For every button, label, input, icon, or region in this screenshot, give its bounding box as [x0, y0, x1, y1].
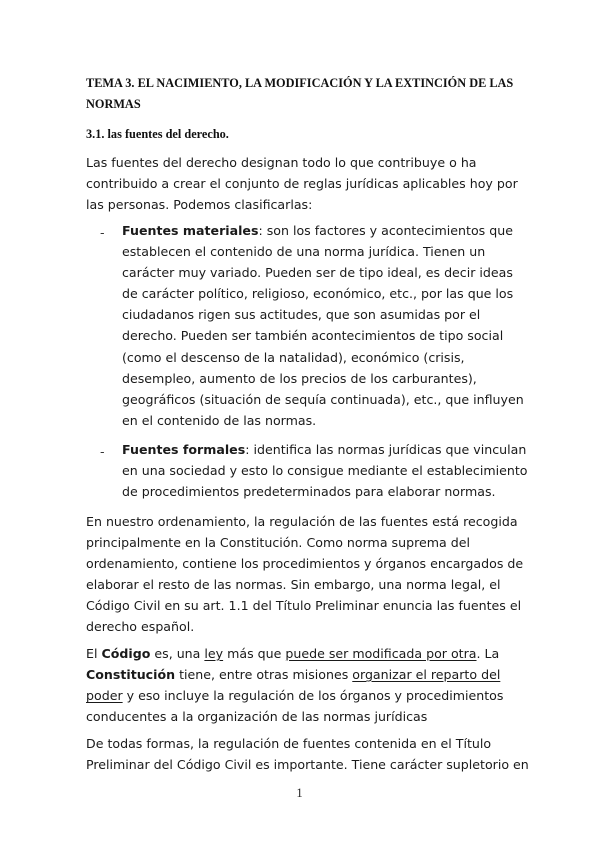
text-line: derecho. Pueden ser también acontecimientos de tipo social — [122, 328, 504, 344]
bold-term: Código — [101, 646, 151, 661]
text-fragment: : son los factores y acontecimientos que — [258, 223, 513, 238]
text-line: desempleo, aumento de los precios de los carburantes), — [122, 370, 477, 386]
text-line: elaborar el resto de las normas. Sin embargo, una norma legal, el — [86, 577, 501, 593]
text-line: carácter muy variado. Pueden ser de tipo ideal, es decir ideas — [122, 265, 513, 281]
text-line: de carácter político, religioso, económico, etc., por las que los — [122, 286, 514, 302]
text-line: conducentes a la organización de las normas jurídicas — [86, 709, 428, 725]
text-line: contribuido a crear el conjunto de reglas jurídicas aplicables hoy por — [86, 176, 518, 192]
underlined-text: poder — [86, 688, 123, 704]
section-heading: 3.1. las fuentes del derecho. — [86, 127, 229, 141]
bullet-dash: - — [100, 225, 105, 240]
text-fragment: es, una — [150, 646, 205, 661]
text-line: principalmente en la Constitución. Como norma suprema del — [86, 535, 470, 551]
text-line: de procedimientos predeterminados para elaborar normas. — [122, 484, 496, 500]
codigo-paragraph — [86, 643, 520, 727]
text-line: ciudadanos rigen sus actitudes, que son asumidas por el — [122, 307, 481, 323]
underlined-text: ley — [204, 646, 224, 661]
text-line: Preliminar del Código Civil es importante. Tiene carácter supletorio en — [86, 757, 529, 773]
text-line — [86, 664, 520, 685]
ordenamiento-paragraph — [86, 511, 524, 638]
text-fragment: : identifica las normas jurídicas que vinculan — [245, 442, 527, 457]
bullet-fuentes-formales — [122, 439, 528, 502]
text-line: (como el descenso de la natalidad), económico (crisis, — [122, 349, 465, 365]
bold-term: Constitución — [86, 667, 176, 683]
bullet-dash: - — [100, 444, 105, 459]
text-fragment: . La — [476, 646, 500, 661]
title-line: TEMA 3. EL NACIMIENTO, LA MODIFICACIÓN Y LA EXTINCIÓN DE LAS — [86, 76, 514, 90]
text-fragment: y eso incluye la regulación de los órganos y procedimientos — [122, 688, 504, 704]
text-fragment: El — [86, 646, 102, 661]
text-line — [122, 220, 522, 241]
document-title — [86, 73, 526, 115]
bullet-term: Fuentes formales — [122, 442, 246, 457]
bullet-term: Fuentes materiales — [122, 223, 259, 238]
text-line — [86, 643, 520, 664]
text-line: Las fuentes del derecho designan todo lo que contribuye o ha — [86, 155, 477, 170]
underlined-text: puede ser modificada por otra — [285, 646, 477, 661]
text-line: Código Civil en su art. 1.1 del Título Preliminar enuncia las fuentes el — [86, 598, 522, 614]
text-line: ordenamiento, contiene los procedimientos y órganos encargados de — [86, 556, 524, 572]
text-line: derecho español. — [86, 619, 195, 635]
text-fragment: tiene, entre otras misiones — [175, 667, 353, 683]
text-line: geográficos (situación de sequía continuada), etc., que influyen — [122, 391, 524, 407]
text-line: En nuestro ordenamiento, la regulación de las fuentes está recogida — [86, 514, 518, 529]
text-line: De todas formas, la regulación de fuentes contenida en el Título — [86, 736, 492, 751]
text-line — [122, 439, 527, 460]
text-line: establecen el contenido de una norma jurídica. Tienen un — [122, 244, 486, 260]
bullet-fuentes-materiales — [122, 220, 522, 431]
text-line: en una sociedad y esto lo consigue mediante el establecimiento — [122, 463, 528, 479]
title-line: NORMAS — [86, 97, 141, 111]
text-fragment: más que — [223, 646, 286, 661]
final-paragraph — [86, 733, 529, 775]
page-number: 1 — [296, 786, 303, 800]
underlined-text: organizar el reparto del — [352, 667, 501, 683]
text-line: las personas. Podemos clasificarlas: — [86, 197, 313, 213]
text-line — [86, 685, 520, 706]
intro-paragraph — [86, 152, 520, 215]
text-line: en el contenido de las normas. — [122, 412, 317, 428]
